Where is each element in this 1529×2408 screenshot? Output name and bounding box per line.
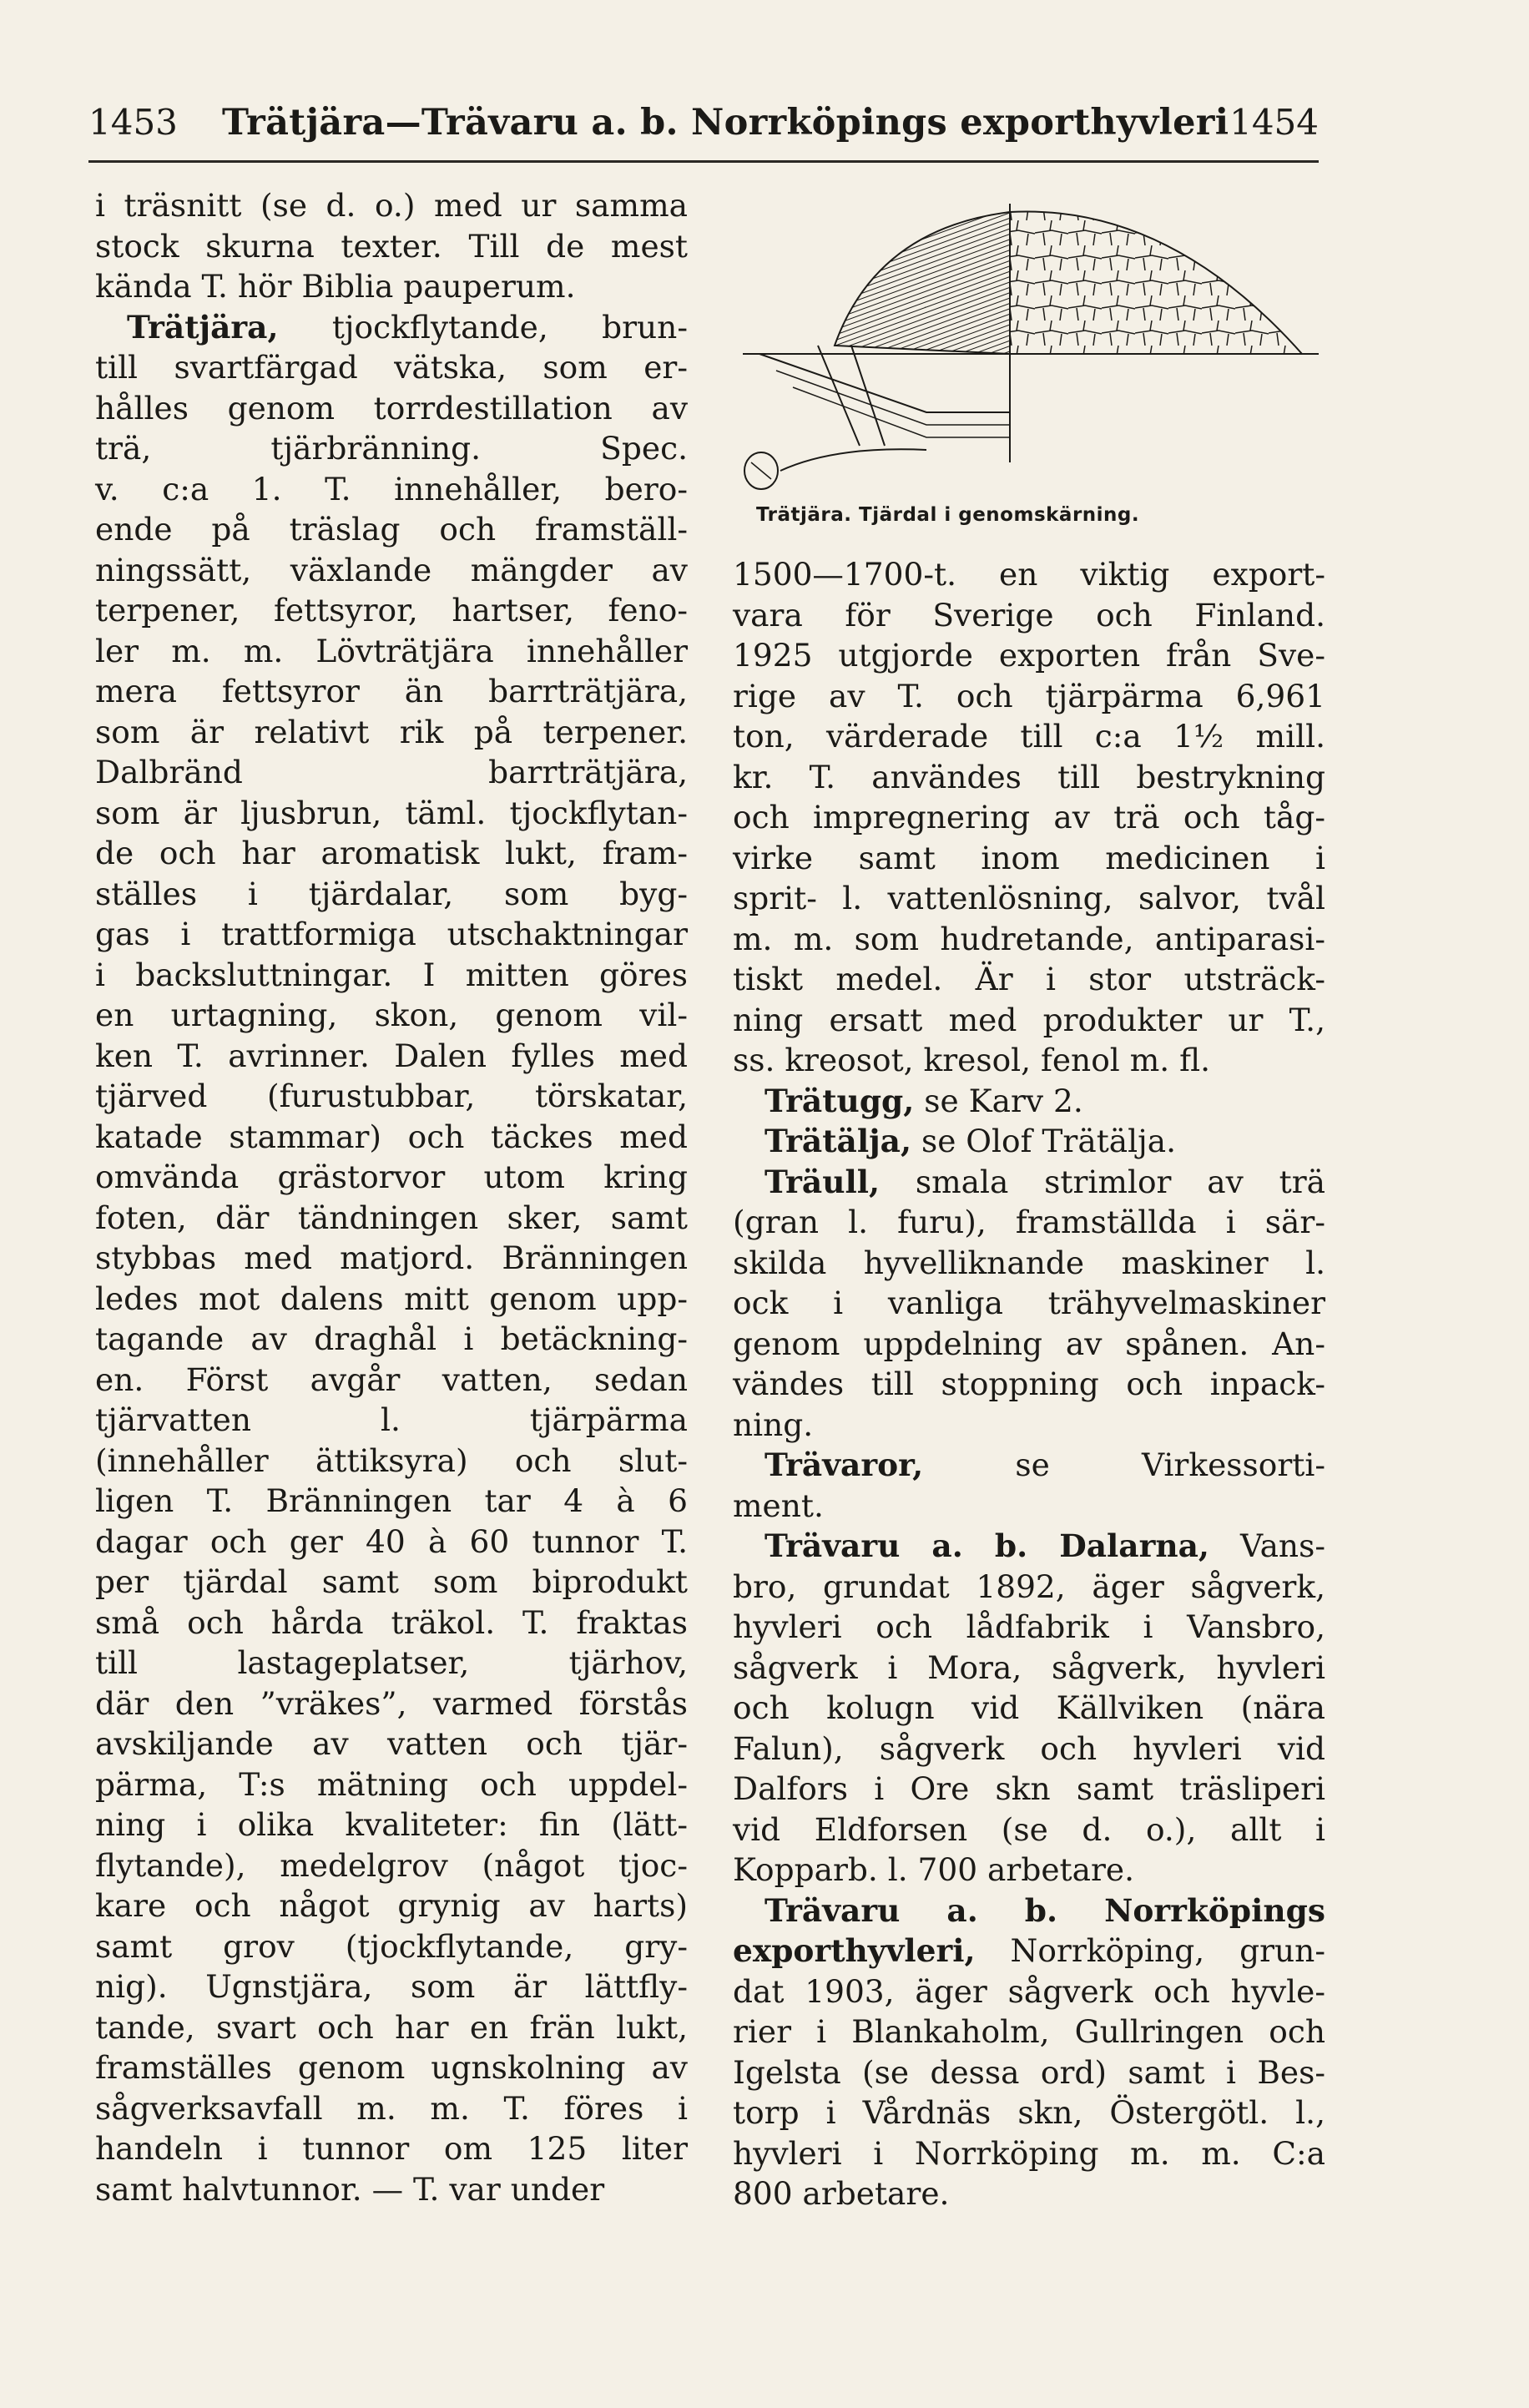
- text-line: ledes mot dalens mitt genom upp-: [95, 1280, 688, 1317]
- text-line: Trätjära, tjockflytande, brun-: [127, 308, 688, 346]
- text-line: till svartfärgad vätska, som er-: [95, 349, 688, 386]
- text-line: Träull, smala strimlor av trä: [764, 1163, 1325, 1200]
- text-line: tjärved (furustubbar, törskatar,: [95, 1078, 688, 1114]
- text-line: ställes i tjärdalar, som byg-: [95, 875, 688, 912]
- text-line: hyvleri i Norrköping m. m. C:a: [733, 2134, 1325, 2172]
- text-line: en urtagning, skon, genom vil-: [95, 997, 688, 1033]
- text-line: torp i Vårdnäs skn, Östergötl. l.,: [733, 2094, 1325, 2131]
- text-line: bro, grundat 1892, äger sågverk,: [733, 1567, 1325, 1605]
- header-rule: [88, 160, 1319, 163]
- text-line: vara för Sverige och Finland.: [733, 596, 1325, 634]
- text-line: Igelsta (se dessa ord) samt i Bes-: [733, 2053, 1325, 2091]
- text-line: samt halvtunnor. — T. var under: [95, 2170, 605, 2208]
- text-line: ningssätt, växlande mängder av: [95, 551, 688, 588]
- left-column: [95, 185, 688, 2209]
- text-line: Trätälja, se Olof Trätälja.: [764, 1123, 1177, 1159]
- text-line: v. c:a 1. T. innehåller, bero-: [95, 470, 688, 507]
- text-line: exporthyvleri, Norrköping, grun-: [733, 1932, 1325, 1969]
- text-line: dat 1903, äger sågverk och hyvle-: [733, 1972, 1325, 2010]
- text-line: virke samt inom medicinen i: [733, 839, 1325, 876]
- text-line: per tjärdal samt som biprodukt: [95, 1563, 688, 1600]
- text-line: ton, värderade till c:a 1½ mill.: [733, 718, 1325, 755]
- text-line: tiskt medel. Är i stor utsträck-: [733, 961, 1325, 997]
- text-line: i träsnitt (se d. o.) med ur samma: [95, 187, 688, 224]
- text-line: och impregnering av trä och tåg-: [733, 799, 1325, 835]
- text-line: stock skurna texter. Till de mest: [95, 227, 688, 265]
- text-line: ning.: [733, 1406, 814, 1443]
- right-column: [733, 554, 1325, 2214]
- text-line: sprit- l. vattenlösning, salvor, tvål: [733, 880, 1325, 916]
- text-line: framställes genom ugnskolning av: [95, 2049, 688, 2086]
- text-line: hyvleri och lådfabrik i Vansbro,: [733, 1608, 1325, 1645]
- text-line: ning i olika kvaliteter: fin (lätt-: [95, 1806, 688, 1843]
- header-title: Trätjära—Trävaru a. b. Norrköpings exporthyvleri: [222, 102, 1229, 144]
- text-line: Dalbränd barrträtjära,: [95, 754, 688, 790]
- tar-kiln-illustration: [734, 195, 1319, 512]
- text-line: (gran l. furu), framställda i sär-: [733, 1204, 1325, 1240]
- text-line: tjärvatten l. tjärpärma: [95, 1401, 688, 1438]
- text-line: pärma, T:s mätning och uppdel-: [95, 1765, 688, 1803]
- text-line: 800 arbetare.: [733, 2175, 950, 2212]
- text-line: kända T. hör Biblia pauperum.: [95, 268, 576, 305]
- text-line: sågverksavfall m. m. T. föres i: [95, 2089, 688, 2127]
- text-line: Kopparb. l. 700 arbetare.: [733, 1851, 1134, 1888]
- text-line: rige av T. och tjärpärma 6,961: [733, 677, 1325, 714]
- text-line: avskiljande av vatten och tjär-: [95, 1725, 688, 1762]
- text-line: som är ljusbrun, täml. tjockflytan-: [95, 794, 688, 831]
- text-line: 1925 utgjorde exporten från Sve-: [733, 637, 1325, 674]
- text-line: genom uppdelning av spånen. An-: [733, 1325, 1325, 1362]
- text-line: ende på träslag och framställ-: [95, 511, 688, 548]
- text-line: ock i vanliga trähyvelmaskiner: [733, 1285, 1325, 1321]
- text-line: stybbas med matjord. Bränningen: [95, 1239, 688, 1276]
- text-line: (innehåller ättiksyra) och slut-: [95, 1441, 688, 1479]
- text-line: ken T. avrinner. Dalen fylles med: [95, 1037, 688, 1074]
- running-header: [88, 93, 1319, 152]
- text-line: kare och något grynig av harts): [95, 1887, 688, 1924]
- text-line: Trävaru a. b. Dalarna, Vans-: [764, 1527, 1326, 1564]
- text-line: terpener, fettsyror, hartser, feno-: [95, 592, 688, 629]
- text-line: vid Eldforsen (se d. o.), allt i: [733, 1810, 1325, 1848]
- text-line: där den ”vräkes”, varmed förstås: [95, 1684, 688, 1722]
- text-line: mera fettsyror än barrträtjära,: [95, 673, 688, 709]
- text-line: samt grov (tjockflytande, gry-: [95, 1927, 688, 1965]
- text-line: Trävaru a. b. Norrköpings: [764, 1891, 1325, 1929]
- text-line: rier i Blankaholm, Gullringen och: [733, 2013, 1325, 2050]
- text-line: vändes till stoppning och inpack-: [733, 1366, 1325, 1402]
- text-line: skilda hyvelliknande maskiner l.: [733, 1244, 1325, 1281]
- text-line: dagar och ger 40 à 60 tunnor T.: [95, 1522, 688, 1560]
- text-line: ning ersatt med produkter ur T.,: [733, 1001, 1325, 1038]
- text-line: omvända grästorvor utom kring: [95, 1159, 688, 1195]
- text-line: handeln i tunnor om 125 liter: [95, 2130, 688, 2167]
- figure-caption: Trätjära. Tjärdal i genomskärning.: [756, 504, 1140, 526]
- text-line: hålles genom torrdestillation av: [95, 389, 688, 427]
- text-line: Dalfors i Ore skn samt träsliperi: [733, 1770, 1325, 1807]
- text-line: ler m. m. Lövträtjära innehåller: [95, 632, 688, 669]
- text-line: ment.: [733, 1487, 824, 1524]
- text-line: ligen T. Bränningen tar 4 à 6: [95, 1482, 688, 1519]
- text-line: i backsluttningar. I mitten göres: [95, 956, 688, 993]
- text-line: gas i trattformiga utschaktningar: [95, 916, 688, 952]
- text-line: katade stammar) och täckes med: [95, 1118, 688, 1155]
- text-line: flytande), medelgrov (något tjoc-: [95, 1846, 688, 1884]
- text-line: och kolugn vid Källviken (nära: [733, 1689, 1325, 1726]
- text-line: m. m. som hudretande, antiparasi-: [733, 920, 1325, 957]
- text-line: trä, tjärbränning. Spec.: [95, 430, 688, 467]
- text-line: små och hårda träkol. T. fraktas: [95, 1603, 688, 1641]
- text-line: tagande av draghål i betäckning-: [95, 1320, 688, 1357]
- text-line: tande, svart och har en frän lukt,: [95, 2008, 688, 2046]
- text-line: 1500—1700-t. en viktig export-: [733, 556, 1325, 593]
- text-line: ss. kreosot, kresol, fenol m. fl.: [733, 1042, 1211, 1078]
- text-line: nig). Ugnstjära, som är lättfly-: [95, 1968, 688, 2005]
- text-line: foten, där tändningen sker, samt: [95, 1199, 688, 1236]
- text-line: som är relativt rik på terpener.: [95, 713, 688, 750]
- page-number-left: 1453: [88, 102, 178, 143]
- text-line: sågverk i Mora, sågverk, hyvleri: [733, 1648, 1325, 1686]
- text-line: Trätugg, se Karv 2.: [764, 1082, 1083, 1119]
- text-line: de och har aromatisk lukt, fram-: [95, 835, 688, 871]
- text-line: en. Först avgår vatten, sedan: [95, 1360, 688, 1398]
- page-number-right: 1454: [1229, 102, 1319, 143]
- text-line: kr. T. användes till bestrykning: [733, 758, 1325, 795]
- text-line: Trävaror, se Virkessorti-: [764, 1446, 1325, 1483]
- text-line: Falun), sågverk och hyvleri vid: [733, 1729, 1325, 1767]
- text-line: till lastageplatser, tjärhov,: [95, 1644, 688, 1681]
